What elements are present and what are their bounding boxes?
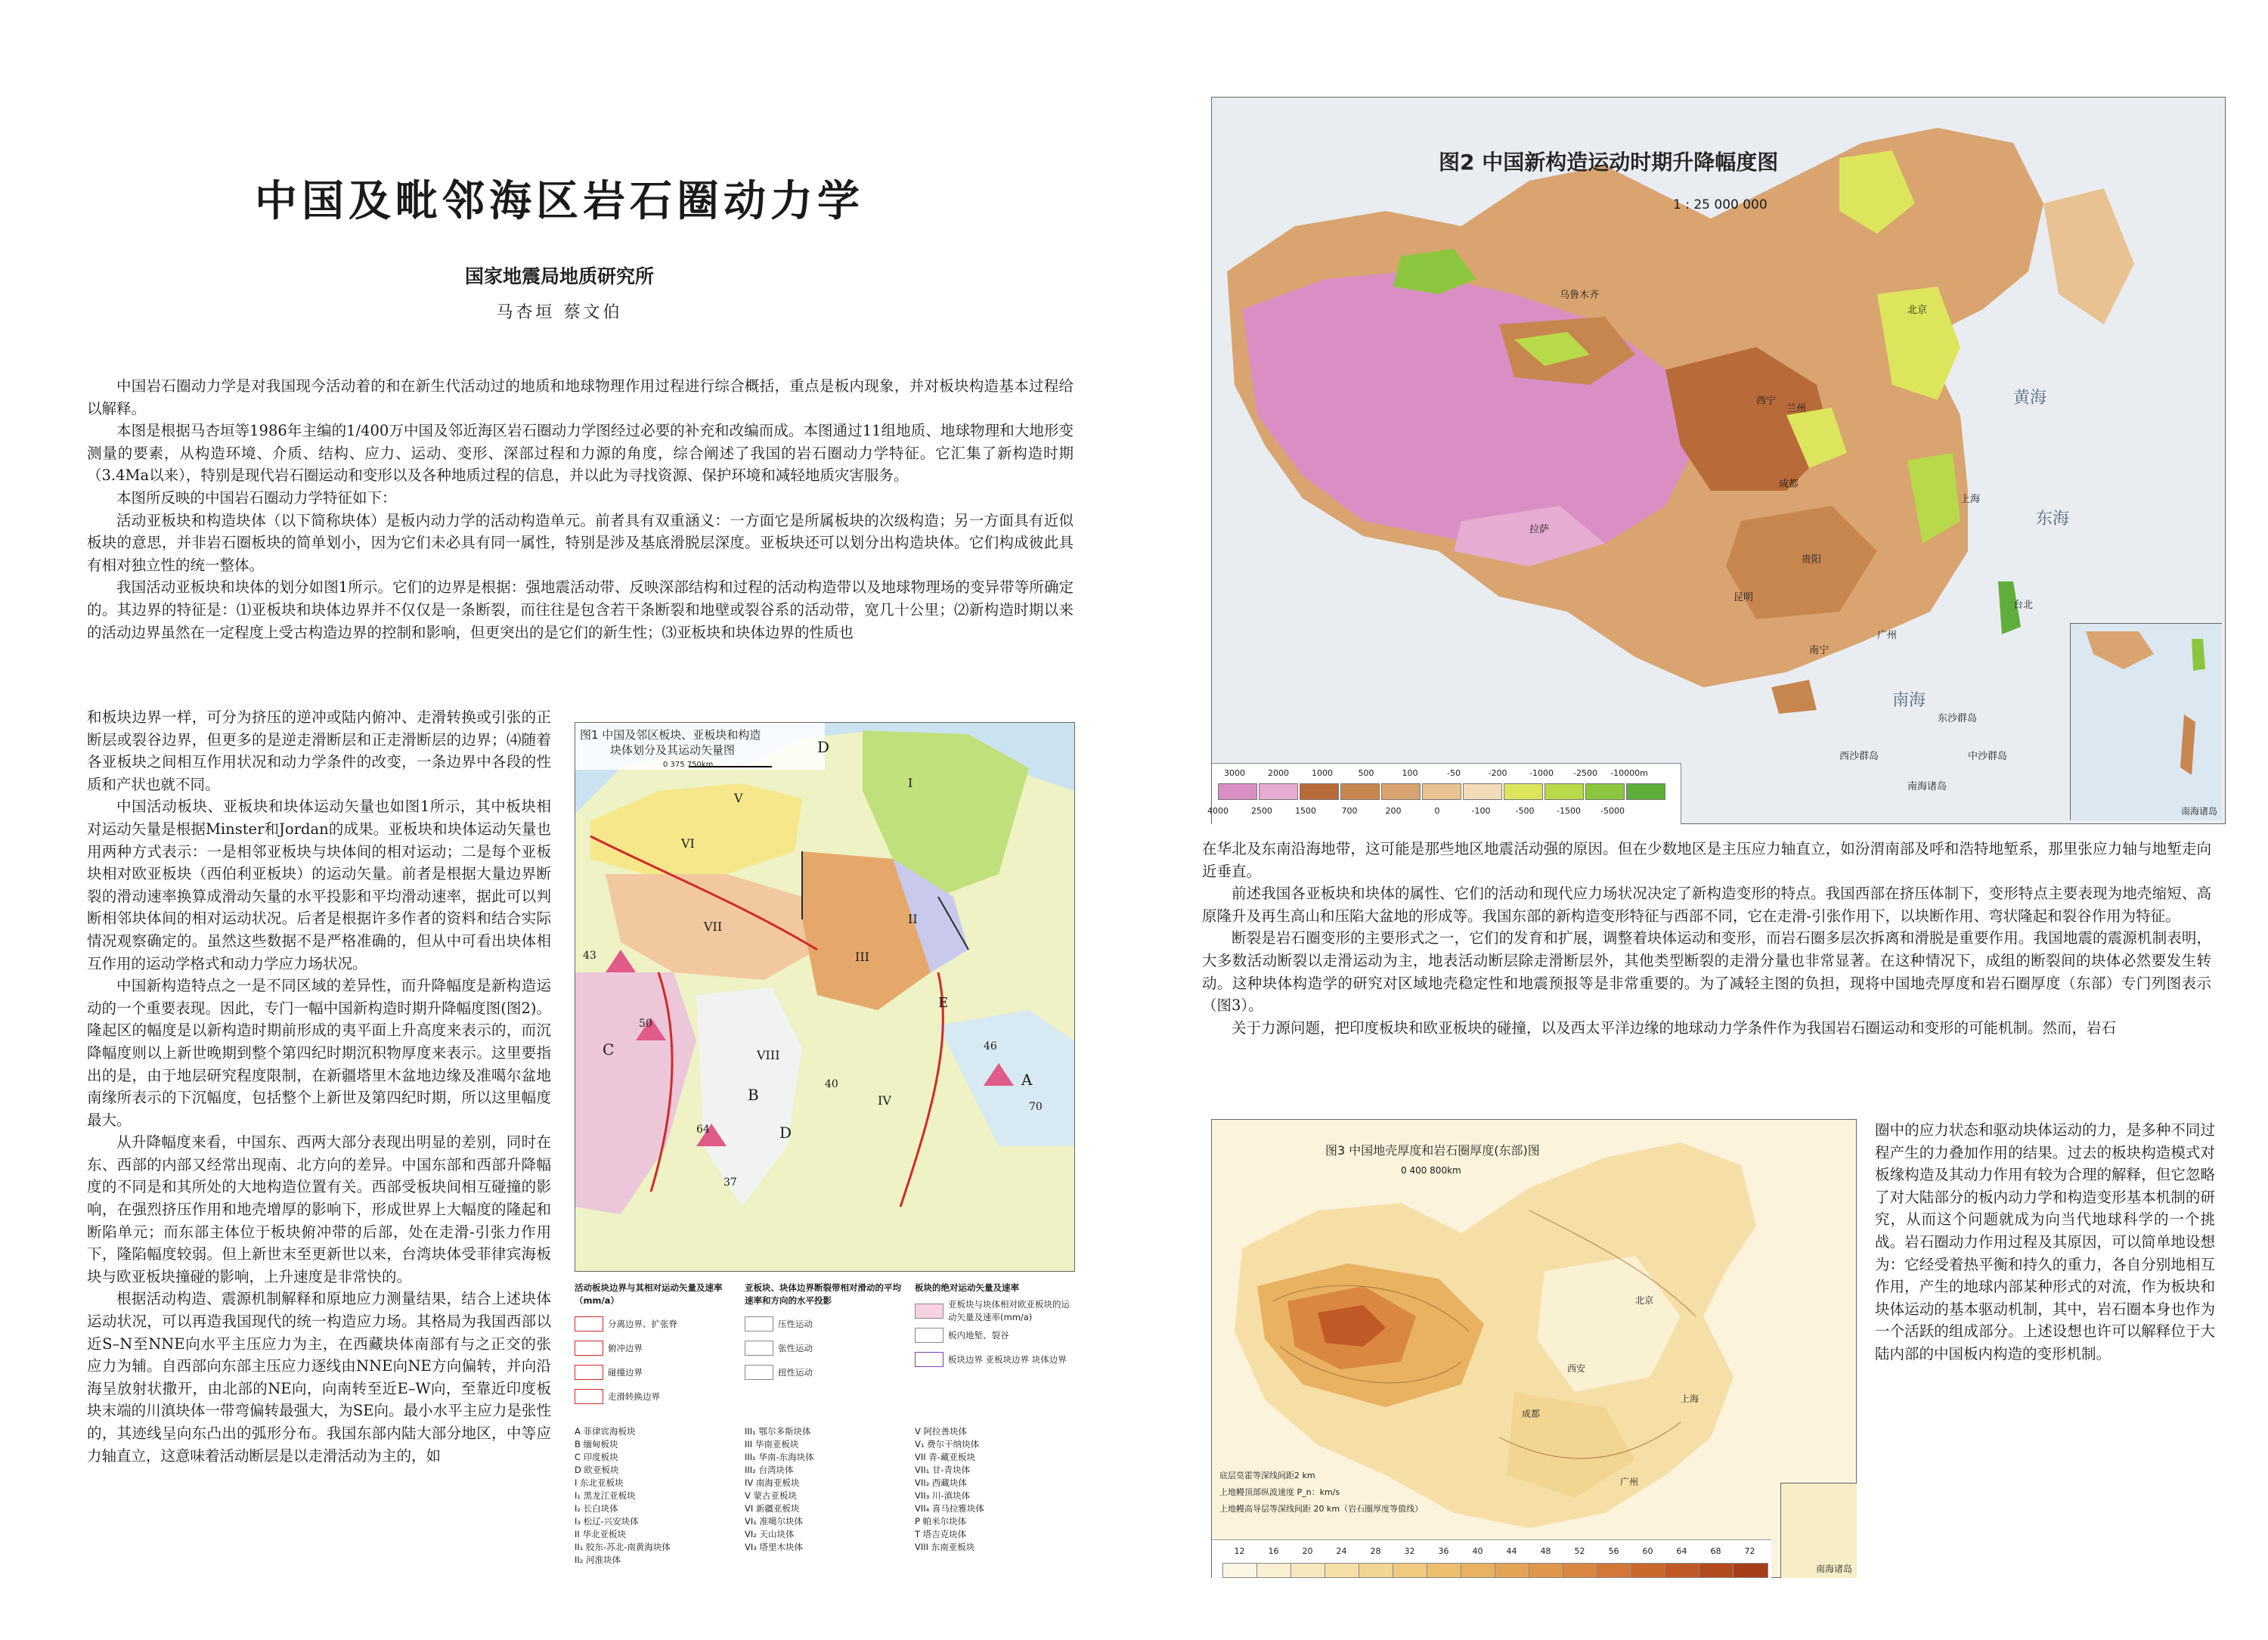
legend-swatch: [915, 1328, 943, 1343]
colorbar-swatch: [1699, 1563, 1734, 1578]
legend-swatch: [1585, 783, 1625, 800]
plate-label: IV: [878, 1093, 891, 1108]
vector-rate: 37: [723, 1177, 737, 1189]
paragraph: 前述我国各亚板块和块体的属性、它们的活动和现代应力场状况决定了新构造变形的特点。我国西部在挤压体制下，变形特点主要表现为地壳缩短、高原隆升及再生高山和压陷大盆地的形成等。我国东部的新构造变形特征与西部不同，它在走滑-引张作用下，以块断作用、弯状隆起和裂谷作用为特征。: [1202, 885, 2211, 925]
figure-2-map: [1207, 97, 2226, 824]
place-label: 拉萨: [1529, 524, 1550, 535]
colorbar-swatch: [1529, 1563, 1564, 1578]
figure-1-map: [575, 722, 1075, 1272]
plate-label: III: [855, 950, 869, 964]
legend-swatch: [1545, 783, 1584, 800]
figure-3-colorbar: [1212, 1539, 1771, 1578]
place-label: 广州: [1877, 630, 1898, 641]
legend-swatch: [575, 1316, 603, 1332]
legend-swatch: [915, 1352, 943, 1367]
figure-3-legend: 底层莫霍等深线间距2 km 上地幔顶部纵波速度 P_n：km/s 上地幔高导层等深线间距 20 km（岩石圈厚度等值线）: [1219, 1471, 1424, 1514]
paragraph: 我国活动亚板块和块体的划分如图1所示。它们的边界是根据：强地震活动带、反映深部结构和过程的活动构造带以及地球物理场的变异带等所确定的。其边界的特征是：⑴亚板块和块体边界并不仅仅是一条断裂，而往往是包含若干条断裂和地壁或裂谷系的活动带，宽几十公里；⑵新构造时期以来的活动边界虽然在一定程度上受古构造边界的控制和影响，但更突出的是它们的新生性；⑶亚板块和块体边界的性质也: [87, 578, 1074, 641]
place-label: 上海: [1960, 494, 1981, 505]
intro-text: [87, 375, 1074, 643]
plate-label: I: [908, 776, 913, 790]
colorbar-swatch: [1597, 1563, 1632, 1578]
colorbar-label: 44: [1506, 1546, 1517, 1556]
colorbar-swatch: [1733, 1563, 1768, 1578]
legend-swatch: [745, 1365, 773, 1380]
place-label: 广州: [1620, 1477, 1639, 1487]
colorbar-swatch: [1563, 1563, 1598, 1578]
plate-label: VI: [681, 836, 695, 851]
colorbar-swatch: [1631, 1563, 1666, 1578]
paragraph: 根据活动构造、震源机制解释和原地应力测量结果，结合上述块体运动状况，可以再造我国现代的统一构造应力场。其格局为我国西部以近S–N至NNE向水平主压应力为主，在西藏块体南部有与之正交的张应力为辅。自西部向东部主压应力逐线由NNE向NE方向偏转，并向沿海呈放射状撒开，由北部的NE向，向南转至近E–W向，至靠近印度板块末端的川滇块体一带弯偏转最强大，为SE向。最小水平主应力是张性的，其迹线呈向东凸出的弧形分布。我国东部内陆大部分地区，中等应力轴直立，这意味着活动断层是以走滑活动为主的，如: [87, 1290, 551, 1465]
paragraph: 中国岩石圈动力学是对我国现今活动着的和在新生代活动过的地质和地球物理作用过程进行综合概括，重点是板内现象，并对板块构造基本过程给以解释。: [87, 377, 1074, 417]
plate-label: D: [779, 1124, 792, 1142]
paragraph: 从升降幅度来看，中国东、西两大部分表现出明显的差别，同时在东、西部的内部又经常出现南、北方向的差异。中国东部和西部升降幅度的不同是和其所处的大地构造位置有关。西部受板块间相互碰撞的影响，在强烈挤压作用和地壳增厚的影响下，形成世界上大幅度的隆起和断陷单元；而东部主体位于板块俯冲带的后部，处在走滑-引张力作用下，隆陷幅度较弱。但上新世末至更新世以来，台湾块体受菲律宾海板块与欧亚板块撞碰的影响，上升速度是非常快的。: [87, 1133, 551, 1285]
paragraph: 圈中的应力状态和驱动块体运动的力，是多种不同过程产生的力叠加作用的结果。过去的板块构造模式对板缘构造及其动力作用有较为合理的解释，但它忽略了对大陆部分的板内动力学和构造变形基本机制的研究，从而这个问题就成为向当代地球科学的一个挑战。岩石圈动力作用过程及其原因，可以简单地设想为：它经受着热平衡和持久的重力，各自分别地相互作用，产生的地球内部某种形式的对流，作为板块和块体运动的基本驱动机制，其中，岩石圈本身也作为一个活跃的组成部分。上述设想也许可以解释位于大陆内部的中国板内构造的变形机制。: [1875, 1121, 2215, 1363]
place-label: 中沙群岛: [1968, 751, 2008, 762]
korea: [2043, 188, 2134, 324]
paragraph: 和板块边界一样，可分为挤压的逆冲或陆内俯冲、走滑转换或引张的正断层或裂谷边界，但更多的是逆走滑断层和正走滑断层的边界；⑷随着各亚板块之间相互作用状况和动力学条件的改变，一条边界中各段的性质和产状也就不同。: [87, 708, 551, 793]
place-label: 成都: [1522, 1409, 1541, 1419]
figure-1-caption: 图1 中国及邻区板块、亚板块和构造 块体划分及其运动矢量图 0 375 750km: [580, 728, 761, 769]
figure-2-caption: 图2 中国新构造运动时期升降幅度图: [1439, 150, 1779, 175]
place-label: 南宁: [1809, 645, 1830, 656]
place-label: 北京: [1907, 305, 1928, 316]
paragraph: 断裂是岩石圈变形的主要形式之一，它们的发育和扩展，调整着块体运动和变形，而岩石圈多层次拆离和滑脱是重要作用。我国地震的震源机制表明，大多数活动断裂以走滑运动为主，地表活动断层除走滑断层外，其他类型断裂的走滑分量也非常显著。在这种情况下，成组的断裂间的块体必然要发生转动。这种块体构造学的研究对区域地壳稳定性和地震预报等是非常重要的。为了减轻主图的负担，现将中国地壳厚度和岩石圈厚度（东部）专门列图表示（图3）。: [1202, 929, 2211, 1015]
paragraph: 中国新构造特点之一是不同区域的差异性，而升降幅度是新构造运动的一个重要表现。因此，专门一幅中国新构造时期升降幅度图(图2)。隆起区的幅度是以新构造时期前形成的夷平面上升高度来表示的，而沉降幅度则以上新世晚期到整个第四纪时期沉积物厚度来表示。这里要指出的是，由于地层研究程度限制，在新疆塔里木盆地边缘及准噶尔盆地南缘所表示的下沉幅度，包括整个上新世及第四纪时期，所以这里幅度最大。: [87, 977, 551, 1129]
colorbar-label: 60: [1642, 1546, 1653, 1556]
legend-swatch: [1463, 783, 1502, 800]
colorbar-label: 40: [1472, 1546, 1483, 1556]
legend-swatch: [1259, 783, 1298, 800]
colorbar-label: 28: [1370, 1546, 1381, 1556]
place-label: 南海诸岛: [1907, 781, 1947, 792]
page-title: 中国及毗邻海区岩石圈动力学: [255, 177, 864, 226]
figure-2-scale: 1 : 25 000 000: [1673, 197, 1768, 212]
institute: 国家地震局地质研究所: [464, 265, 654, 287]
legend-swatch: [1340, 783, 1380, 800]
colorbar-swatch: [1359, 1563, 1394, 1578]
figure-2-legend: 3000 2000 1000 500 100 -50 -200 -1000 -2500 -10000m 4000 2500 1500 700 200 0 -100 -500 -1500 -5000: [1212, 763, 1681, 824]
legend-swatch: [745, 1316, 773, 1332]
paragraph: 本图是根据马杏垣等1986年主编的1/400万中国及邻近海区岩石圈动力学图经过必要的补充和改编而成。本图通过11组地质、地球物理和大地形变测量的要素，从构造环境、介质、结构、应力、运动、变形、深部过程和力源的角度，综合阐述了我国的岩石圈动力学特征。它汇集了新构造时期（3.4Ma以来），特别是现代岩石圈运动和变形以及各种地质过程的信息，并以此为寻找资源、保护环境和减轻地质灾害服务。: [87, 422, 1074, 485]
vector-rate: 40: [825, 1078, 838, 1090]
plate-label: II: [908, 912, 918, 926]
plate-label: D: [817, 738, 830, 756]
plate-label: VIII: [757, 1048, 780, 1062]
legend-column: 板块的绝对运动矢量及速率 亚板块与块体相对欧亚板块的运动矢量及速率(mm/a) 板内地堑、裂谷 板块边界 亚板块边界 块体边界: [915, 1282, 1074, 1372]
colorbar-swatch: [1393, 1563, 1428, 1578]
colorbar-swatch: [1290, 1563, 1326, 1578]
sea-label: 黄海: [2013, 389, 2047, 408]
legend-swatch: [745, 1341, 773, 1356]
plate-label: V: [734, 791, 743, 805]
plate-label: B: [748, 1086, 759, 1104]
plate-label: C: [603, 1040, 615, 1059]
plate-label: VII: [704, 919, 723, 934]
place-label: 贵阳: [1802, 554, 1822, 566]
place-label: 兰州: [1786, 403, 1807, 414]
figure-3-map: [1211, 1119, 1857, 1578]
right-column-text: [1875, 1119, 2215, 1366]
legend-column: 亚板块、块体边界断裂带相对滑动的平均速率和方向的水平投影 压性运动 张性运动 扭性运动: [745, 1282, 903, 1384]
place-label: 西安: [1567, 1363, 1586, 1374]
colorbar-label: 12: [1234, 1546, 1245, 1556]
vector-rate: 46: [984, 1040, 997, 1053]
colorbar-label: 24: [1336, 1546, 1347, 1556]
colorbar-label: 16: [1268, 1546, 1279, 1556]
colorbar-label: 20: [1302, 1546, 1313, 1556]
colorbar-label: 72: [1744, 1546, 1755, 1556]
colorbar-swatch: [1495, 1563, 1530, 1578]
paragraph: 本图所反映的中国岩石圈动力学特征如下：: [116, 488, 397, 507]
colorbar-label: 36: [1438, 1546, 1449, 1556]
plate-label: E: [938, 995, 949, 1011]
vector-rate: 50: [639, 1018, 652, 1030]
place-label: 昆明: [1734, 592, 1754, 603]
plate-list-column: V 阿拉善块体 V₁ 费尔干纳块体 VII 青-藏亚板块 VII₁ 甘-青块体 VII₂ 西藏块体 VII₃ 川-滇块体 VII₄ 喜马拉雅块体 P 帕米尔块体 T 塔吉克块体 VIII 东南亚板块: [915, 1426, 984, 1552]
vector-rate: 64: [696, 1124, 710, 1136]
place-label: 上海: [1681, 1394, 1699, 1404]
legend-swatch: [1300, 783, 1339, 800]
place-label: 成都: [1779, 479, 1799, 490]
left-page: [0, 0, 1126, 1640]
paragraph: 活动亚板块和构造块体（以下简称块体）是板内动力学的活动构造单元。前者具有双重涵义：一方面它是所属板块的次级构造；另一方面具有近似板块的意思，并非岩石圈板块的简单划小，因为它们未必具有同一属性，特别是涉及基底滑脱层深度。亚板块还可以划分出构造块体。它们构成彼此具有相对独立性的统一整体。: [87, 511, 1074, 574]
legend-swatch: [575, 1389, 603, 1404]
legend-swatch: [575, 1365, 603, 1380]
legend-swatch: [1218, 783, 1257, 800]
place-label: 台北: [2013, 600, 2034, 611]
colorbar-label: 32: [1404, 1546, 1415, 1556]
sea-label: 东海: [2036, 510, 2070, 529]
legend-swatch: [1626, 783, 1665, 800]
colorbar-swatch: [1222, 1563, 1258, 1578]
legend-swatch: [915, 1304, 943, 1319]
paragraph: 关于力源问题，把印度板块和欧亚板块的碰撞，以及西太平洋边缘的地球动力学条件作为我国岩石圈运动和变形的可能机制。然而，岩石: [1232, 1018, 2117, 1037]
colorbar-swatch: [1461, 1563, 1496, 1578]
colorbar-swatch: [1665, 1563, 1700, 1578]
place-label: 西宁: [1756, 395, 1777, 407]
place-label: 西沙群岛: [1839, 751, 1879, 762]
paragraph: 在华北及东南沿海地带，这可能是那些地区地震活动强的原因。但在少数地区是主压应力轴直立，如汾渭南部及呼和浩特地堑系，那里张应力轴与地堑走向近垂直。: [1202, 840, 2211, 880]
south-china-sea-inset: 南海诸岛: [2070, 623, 2222, 820]
colorbar-swatch: [1325, 1563, 1360, 1578]
place-label: 乌鲁木齐: [1560, 290, 1600, 301]
left-column-text: [87, 706, 551, 1467]
authors: 马杏垣 蔡文伯: [496, 303, 623, 322]
vector-rate: 70: [1029, 1101, 1043, 1113]
legend-swatch: [1381, 783, 1421, 800]
figure-1-legend: [575, 1282, 1074, 1569]
legend-swatch: [1422, 783, 1461, 800]
south-china-sea-inset: 南海诸岛: [1780, 1483, 1857, 1578]
colorbar-label: 56: [1608, 1546, 1619, 1556]
colorbar-label: 64: [1676, 1546, 1687, 1556]
right-top-text: [1202, 838, 2211, 1039]
colorbar-label: 48: [1540, 1546, 1551, 1556]
plate-label: A: [1021, 1071, 1033, 1089]
paragraph: 中国活动板块、亚板块和块体运动矢量也如图1所示，其中板块相对运动矢量是根据Minster和Jordan的成果。亚板块和块体运动矢量也用两种方式表示：一是相邻亚板块与块体间的相对运动；二是每个亚板块相对欧亚板块（西伯利亚板块）的运动矢量。前者是根据大量边界断裂的滑动速率换算成滑动矢量的水平投影和平均滑动速率，据此可以判断相邻块体间的相对运动状况。后者是根据许多作者的资料和结合实际情况观察确定的。虽然这些数据不是严格准确的，但从中可看出块体相互作用的运动学格式和动力学应力场状况。: [87, 798, 551, 972]
figure-3-scale: 0 400 800km: [1401, 1165, 1461, 1176]
figure-1-graphic: [575, 723, 1074, 1271]
legend-swatch: [1504, 783, 1543, 800]
plate-list-column: III₁ 鄂尔多斯块体 III 华南亚板块 III₁ 华南-东海块体 III₂ 台湾块体 IV 南海亚板块 V 蒙古亚板块 VI 新疆亚板块 VI₁ 准噶尔块体 VI₂ 天山块体 VI₃ 塔里木块体: [745, 1426, 814, 1552]
legend-swatch: [575, 1341, 603, 1356]
hainan: [1771, 680, 1817, 714]
legend-column: 活动板块边界与其相对运动矢量及速率（mm/a） 分离边界、扩张脊 俯冲边界 碰撞边界 走滑转换边界: [575, 1282, 733, 1409]
place-label: 北京: [1635, 1295, 1654, 1306]
place-label: 东沙群岛: [1938, 713, 1978, 724]
sea-label: 南海: [1892, 691, 1926, 710]
figure-3-caption: 图3 中国地壳厚度和岩石圈厚度(东部)图: [1325, 1143, 1540, 1158]
colorbar-swatch: [1256, 1563, 1292, 1578]
colorbar-swatch: [1427, 1563, 1462, 1578]
vector-rate: 43: [583, 950, 596, 962]
colorbar-label: 68: [1710, 1546, 1721, 1556]
plate-list-column: A 菲律宾海板块 B 缅甸板块 C 印度板块 D 欧亚板块 I 东北亚板块 I₁ 黑龙江亚板块 I₂ 长白块体 I₃ 松辽-兴安块体 II 华北亚板块 II₁ 胶东-苏北-南黄海块体 II₂ 河淮块体: [575, 1426, 671, 1565]
colorbar-label: 52: [1574, 1546, 1585, 1556]
right-page: [1142, 0, 2268, 1640]
